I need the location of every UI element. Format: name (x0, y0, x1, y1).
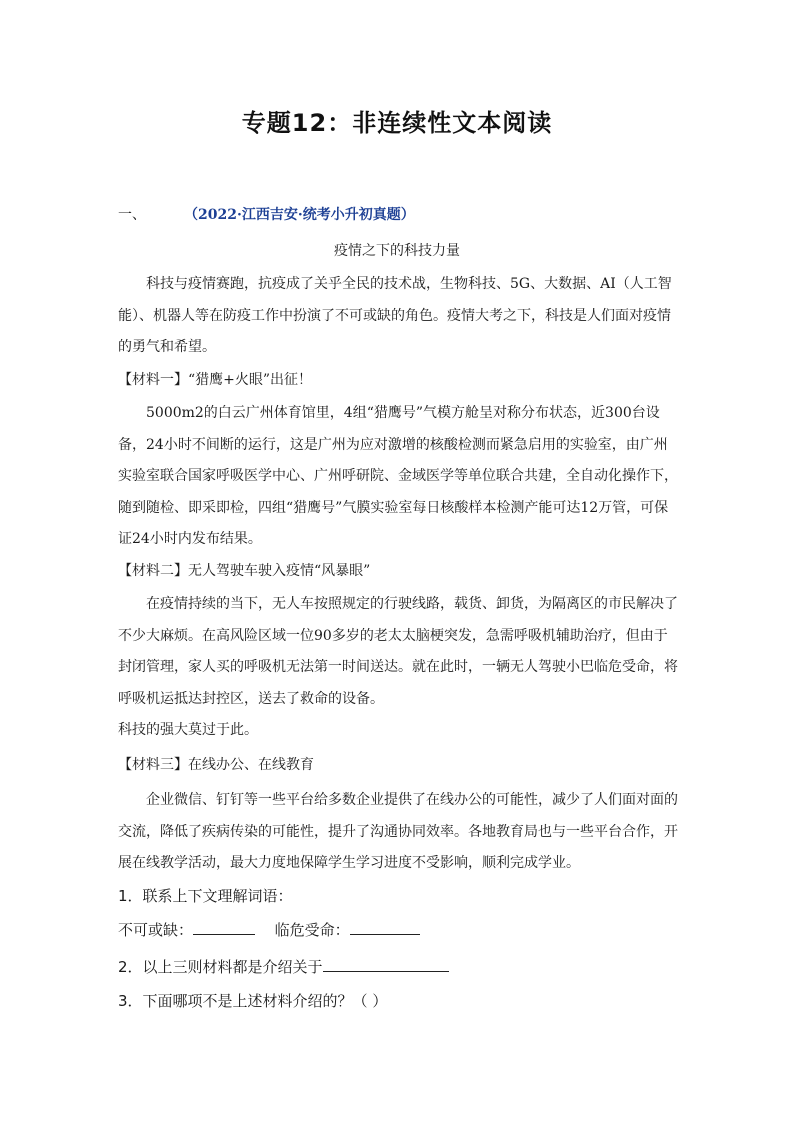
page-title: 专题12：非连续性文本阅读 (241, 109, 553, 137)
material2-paragraph (118, 589, 678, 715)
q2-answer-blank[interactable] (323, 956, 449, 972)
article-title: 疫情之下的科技力量 (334, 243, 460, 259)
section-source: （2022·江西吉安·统考小升初真题） (184, 207, 415, 223)
question-2-text: 2．以上三则材料都是介绍关于 (118, 958, 323, 976)
material1-heading: 【材料一】“猎鹰+火眼”出征！ (118, 372, 313, 388)
material2-heading: 【材料二】无人驾驶车驶入疫情“风暴眼” (118, 563, 371, 579)
intro-paragraph (118, 269, 678, 364)
q1-answer-b-blank[interactable] (350, 919, 420, 935)
question-3: 3．下面哪项不是上述材料介绍的？（ ） (118, 992, 388, 1010)
material2-tail: 科技的强大莫过于此。 (118, 722, 258, 738)
section-number: 一、 (118, 207, 146, 223)
material1-text: 5000m2的白云广州体育馆里，4组“猎鹰号”气模方舱呈对称分布状态，近300台设备，24小时不间断的运行，这是广州为应对激增的核酸检测而紧急启用的实验室，由广州实验室联合国家呼吸医学中心、广州呼研院、金域医学等单位联合共建，全自动化操作下，随到随检、即采即检，四组“猎鹰号”气膜实验室每日核酸样本检测产能可达12万管，可保证24小时内发布结果。 (118, 405, 678, 547)
q1-answer-a-blank[interactable] (193, 919, 255, 935)
material3-heading: 【材料三】在线办公、在线教育 (118, 757, 314, 773)
question-2 (118, 956, 449, 977)
material1-paragraph (118, 398, 678, 556)
material3-paragraph (118, 785, 678, 880)
q1-word-b-label: 临危受命： (274, 921, 350, 939)
question-1: 1．联系上下文理解词语： (118, 887, 293, 905)
material2-text: 在疫情持续的当下，无人车按照规定的行驶线路，载货、卸货，为隔离区的市民解决了不少大麻烦。在高风险区域一位90多岁的老太太脑梗突发，急需呼吸机辅助治疗，但由于封闭管理，家人买的呼吸机无法第一时间送达。就在此时，一辆无人驾驶小巴临危受命，将呼吸机运抵达封控区，送去了救命的设备。 (118, 596, 678, 707)
question-1-answers (118, 919, 420, 940)
intro-text: 科技与疫情赛跑，抗疫成了关乎全民的技术战，生物科技、5G、大数据、AI（人工智能）、机器人等在防疫工作中扮演了不可或缺的角色。疫情大考之下，科技是人们面对疫情的勇气和希望。 (118, 276, 672, 355)
q1-word-a-label: 不可或缺： (118, 921, 194, 939)
material3-text: 企业微信、钉钉等一些平台给多数企业提供了在线办公的可能性，减少了人们面对面的交流，降低了疾病传染的可能性，提升了沟通协同效率。各地教育局也与一些平台合作，开展在线教学活动，最大力度地保障学生学习进度不受影响，顺利完成学业。 (118, 792, 678, 871)
